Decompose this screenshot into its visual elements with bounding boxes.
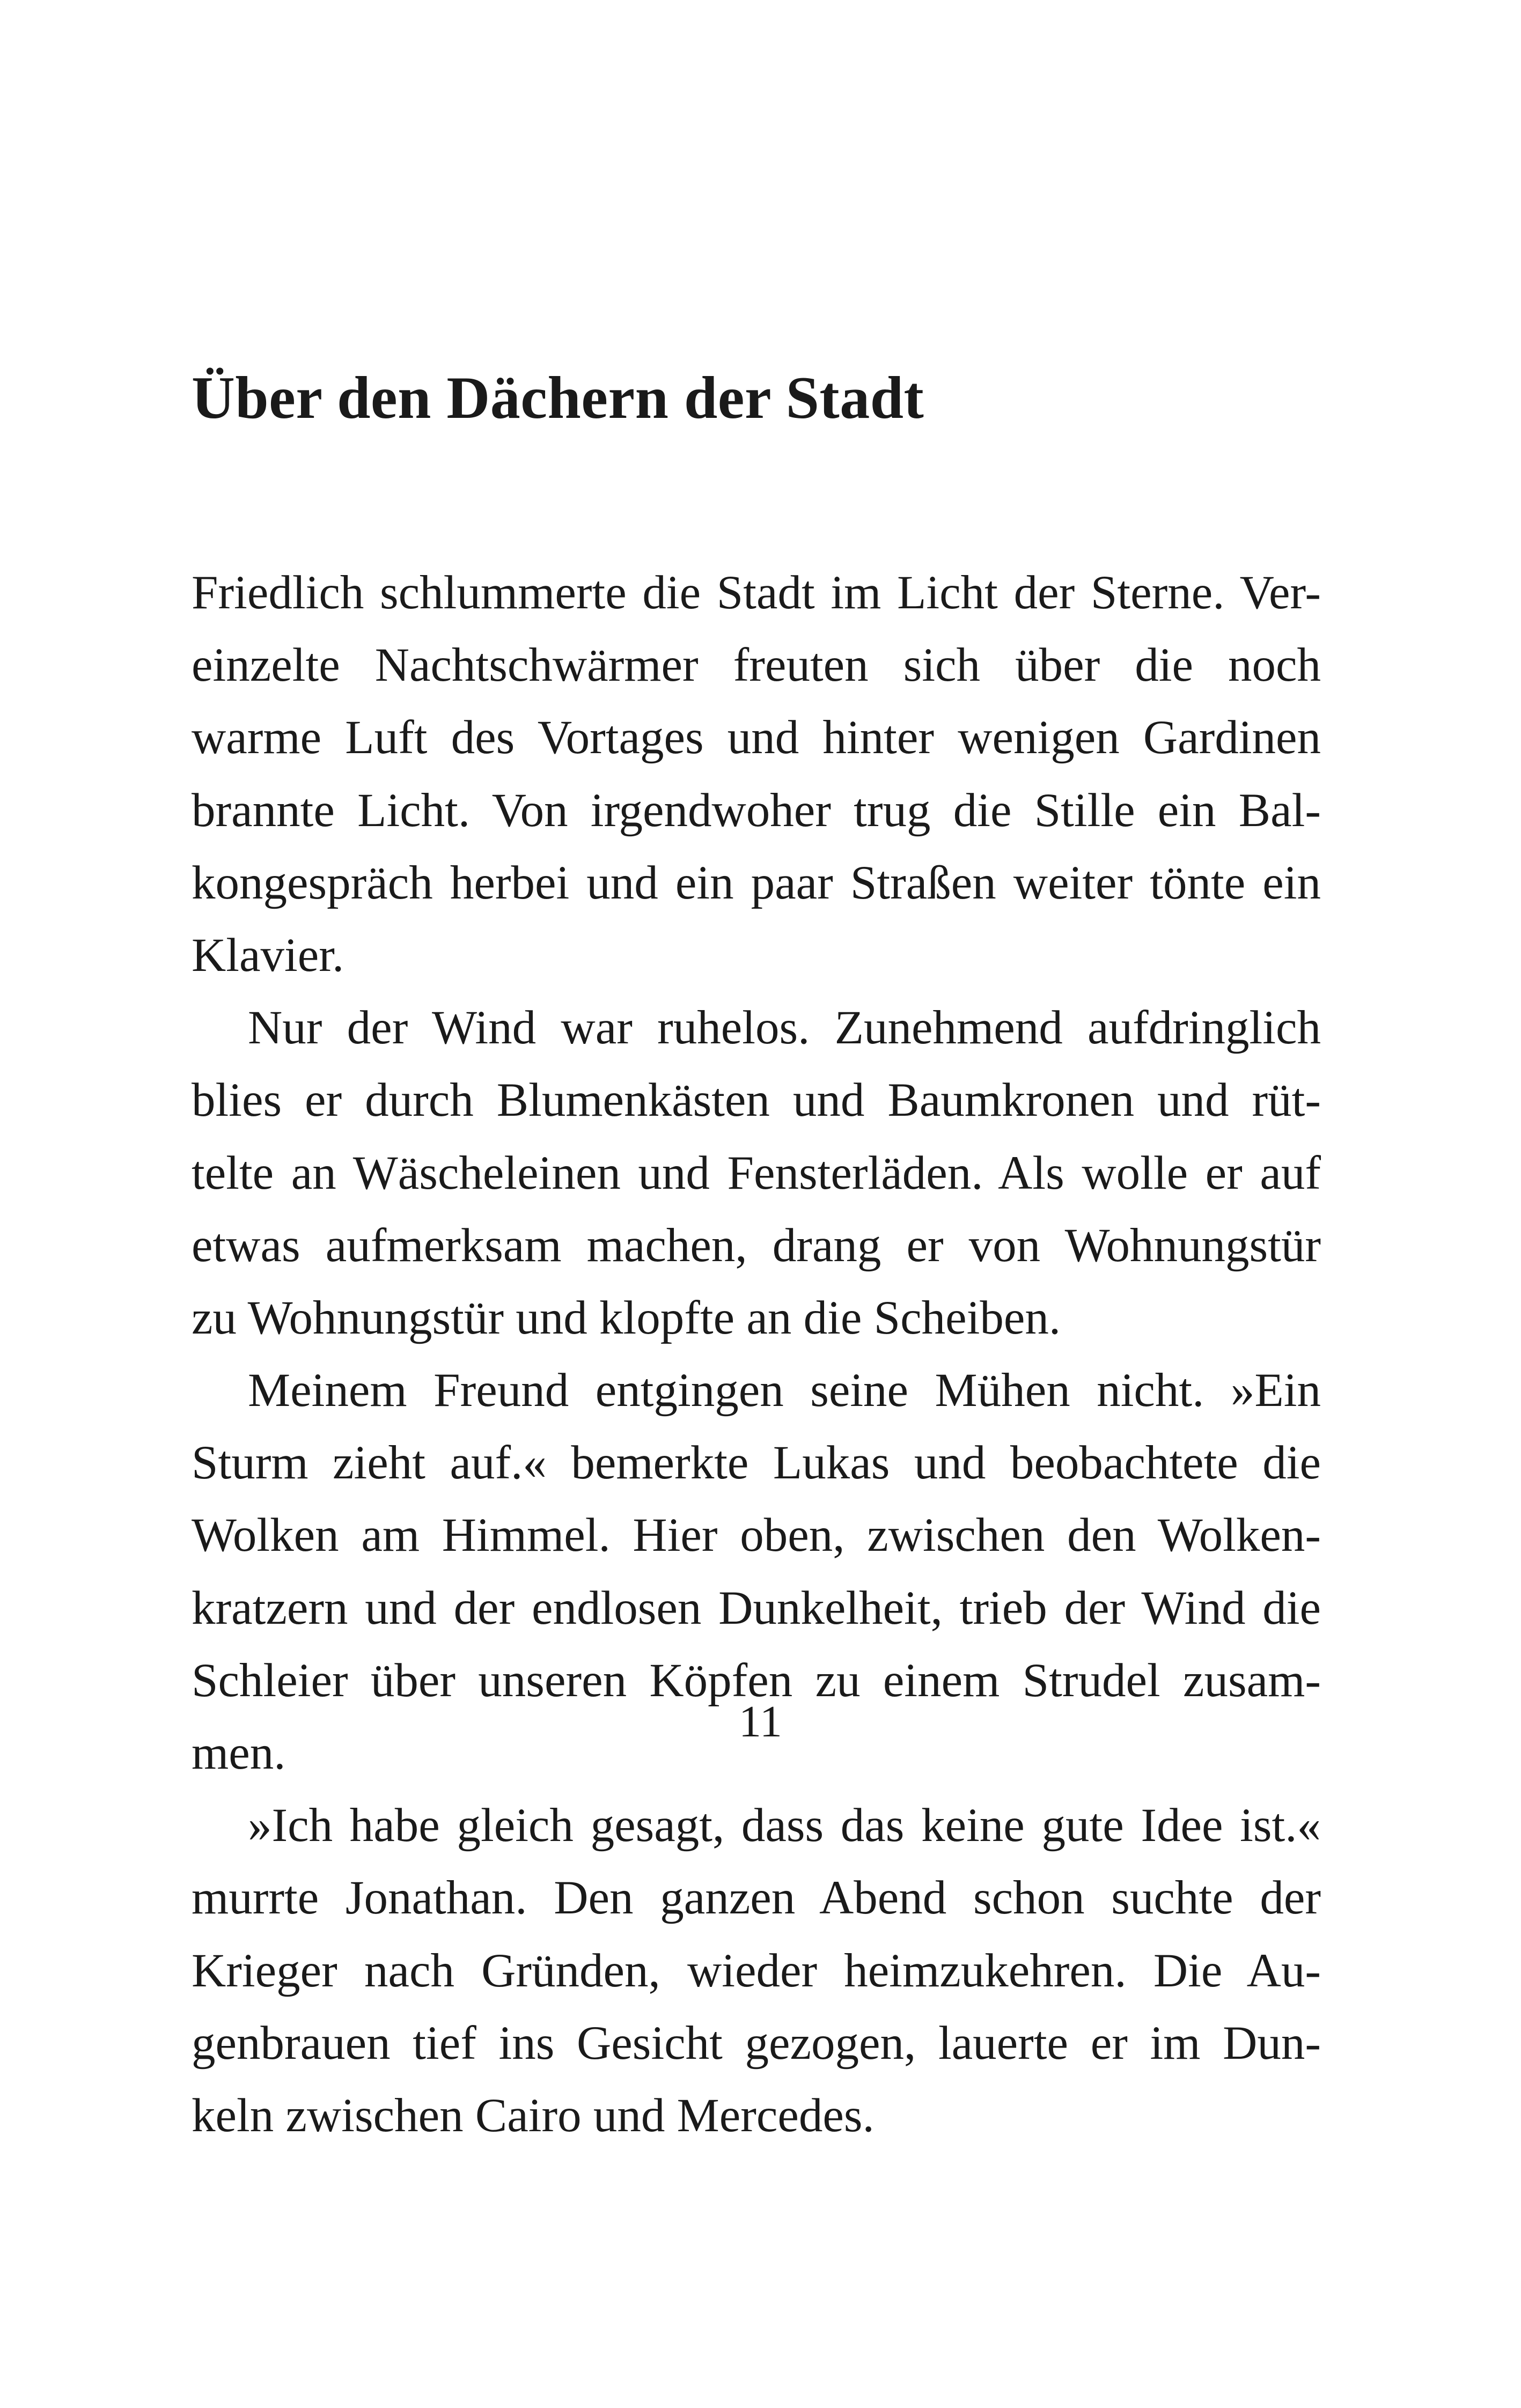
text-line: Klavier.: [192, 929, 344, 982]
text-line: blies er durch Blumenkästen und Baumkronen und rüt-: [192, 1074, 1321, 1127]
text-line: genbrauen tief ins Gesicht gezogen, lauerte er im Dun-: [192, 2016, 1321, 2070]
text-line: Wolken am Himmel. Hier oben, zwischen den Wolken-: [192, 1509, 1321, 1562]
chapter-title: Über den Dächern der Stadt: [192, 365, 924, 431]
body-text: [192, 557, 1321, 2152]
text-line: Friedlich schlummerte die Stadt im Licht der Sterne. Ver-: [192, 566, 1321, 619]
text-line: kratzern und der endlosen Dunkelheit, trieb der Wind die: [192, 1581, 1321, 1634]
text-line: warme Luft des Vortages und hinter wenigen Gardinen: [192, 711, 1321, 764]
text-line: etwas aufmerksam machen, drang er von Wohnungstür: [192, 1219, 1321, 1272]
paragraph-1: [192, 557, 1321, 992]
text-line: zu Wohnungstür und klopfte an die Scheiben.: [192, 1291, 1061, 1344]
text-line: brannte Licht. Von irgendwoher trug die Stille ein Bal-: [192, 784, 1321, 837]
text-line: telte an Wäscheleinen und Fensterläden. Als wolle er auf: [192, 1146, 1321, 1199]
text-line: men.: [192, 1727, 286, 1779]
text-line: Sturm zieht auf.« bemerkte Lukas und beobachtete die: [192, 1437, 1321, 1490]
text-line: Meinem Freund entgingen seine Mühen nicht. »Ein: [248, 1364, 1321, 1417]
paragraph-4: [192, 1790, 1321, 2152]
page-number: 11: [739, 1697, 782, 1747]
text-line: murrte Jonathan. Den ganzen Abend schon suchte der: [192, 1872, 1321, 1925]
text-line: Schleier über unseren Köpfen zu einem Strudel zusam-: [192, 1654, 1321, 1707]
text-line: Krieger nach Gründen, wieder heimzukehren. Die Au-: [192, 1944, 1321, 1997]
text-line: »Ich habe gleich gesagt, dass das keine gute Idee ist.«: [248, 1799, 1321, 1852]
text-line: keln zwischen Cairo und Mercedes.: [192, 2089, 875, 2142]
text-line: Nur der Wind war ruhelos. Zunehmend aufdringlich: [248, 1002, 1321, 1055]
text-line: einzelte Nachtschwärmer freuten sich über die noch: [192, 639, 1321, 692]
text-line: kongespräch herbei und ein paar Straßen weiter tönte ein: [192, 856, 1321, 909]
paragraph-2: [192, 992, 1321, 1354]
